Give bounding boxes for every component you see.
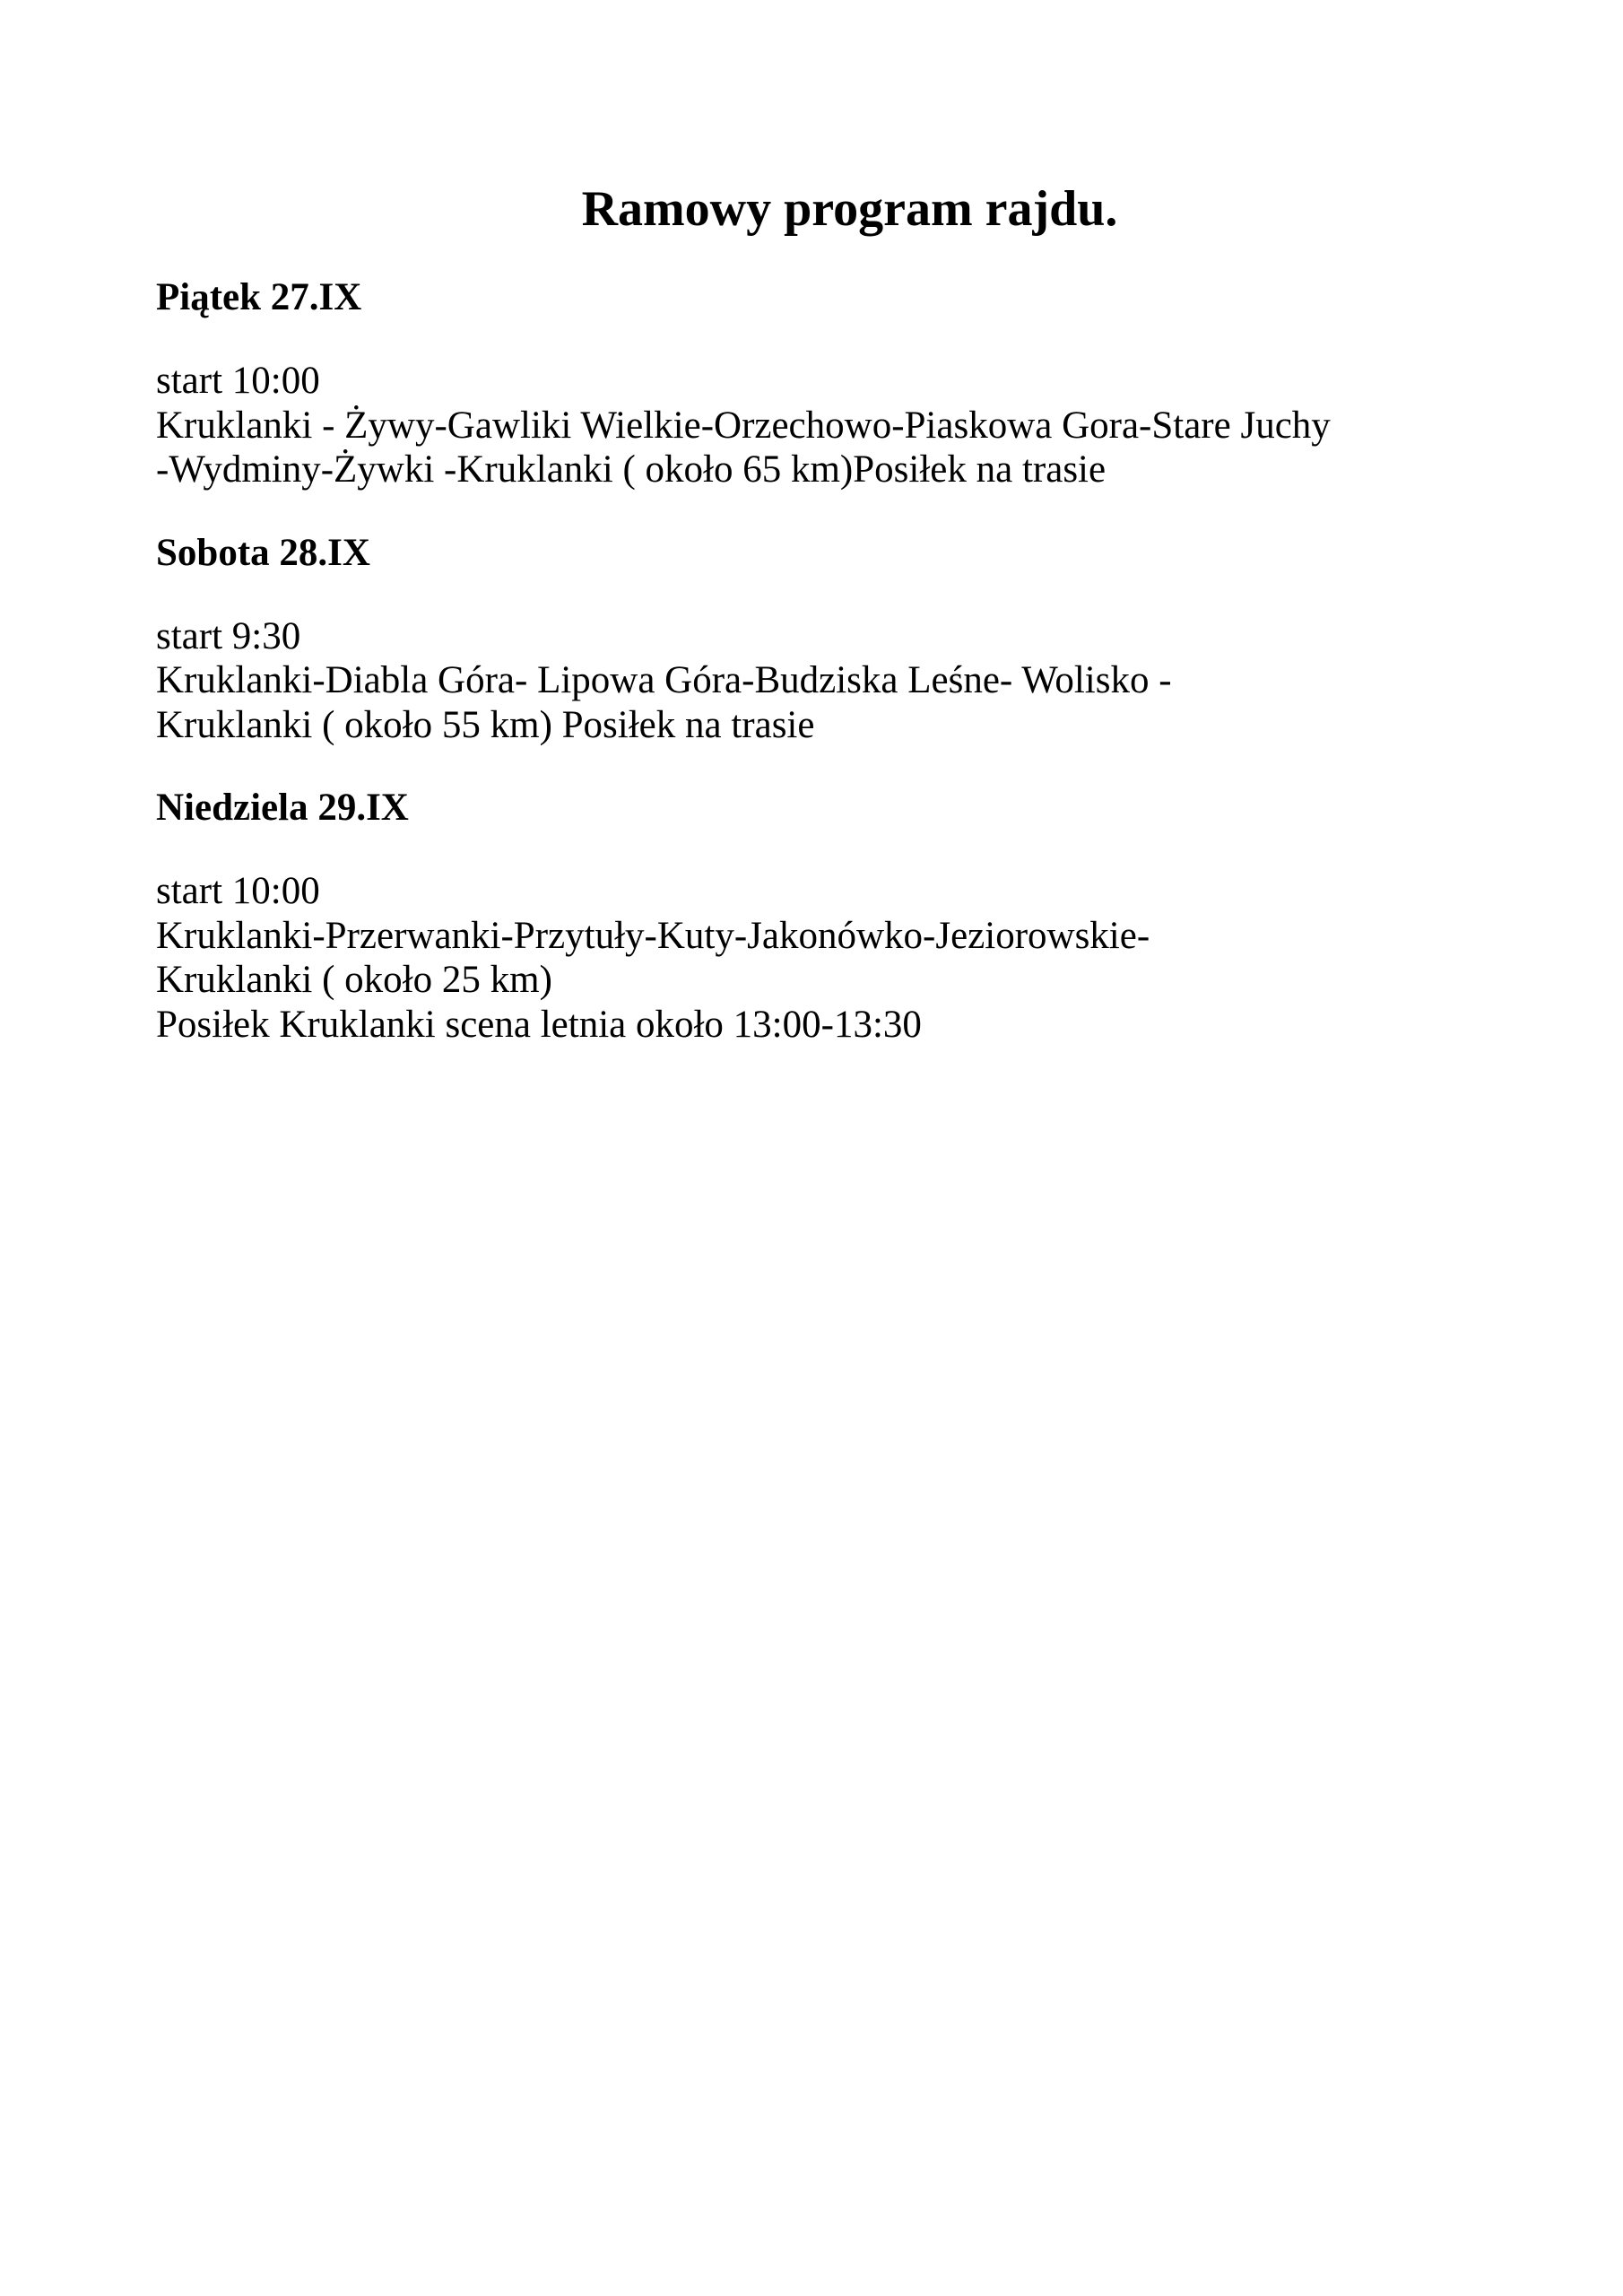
meal-info: Posiłek Kruklanki scena letnia około 13:00-13:30 (156, 1003, 922, 1046)
route-line: Kruklanki ( około 25 km) (156, 959, 552, 1001)
program-content (156, 271, 1555, 1047)
day-section-saturday (156, 526, 1555, 748)
route-line: Kruklanki ( około 55 km) Posiłek na trasie (156, 703, 815, 746)
section-spacer (156, 747, 1555, 781)
day-heading: Sobota 28.IX (156, 531, 370, 574)
route-line: -Wydminy-Żywki -Kruklanki ( około 65 km)Posiłek na trasie (156, 448, 1107, 491)
route-line: Kruklanki - Żywy-Gawliki Wielkie-Orzechowo-Piaskowa Gora-Stare Juchy (156, 404, 1331, 447)
start-time: start 10:00 (156, 870, 320, 912)
section-spacer (156, 492, 1555, 526)
day-heading: Piątek 27.IX (156, 276, 362, 318)
start-time: start 10:00 (156, 360, 320, 402)
day-section-friday (156, 271, 1555, 492)
route-line: Kruklanki-Diabla Góra- Lipowa Góra-Budziska Leśne- Wolisko - (156, 659, 1172, 701)
day-section-sunday (156, 781, 1555, 1047)
route-line: Kruklanki-Przerwanki-Przytuły-Kuty-Jakonówko-Jeziorowskie- (156, 914, 1150, 957)
start-time: start 9:30 (156, 614, 301, 657)
page-title: Ramowy program rajdu. (581, 181, 1118, 237)
day-heading: Niedziela 29.IX (156, 787, 409, 829)
